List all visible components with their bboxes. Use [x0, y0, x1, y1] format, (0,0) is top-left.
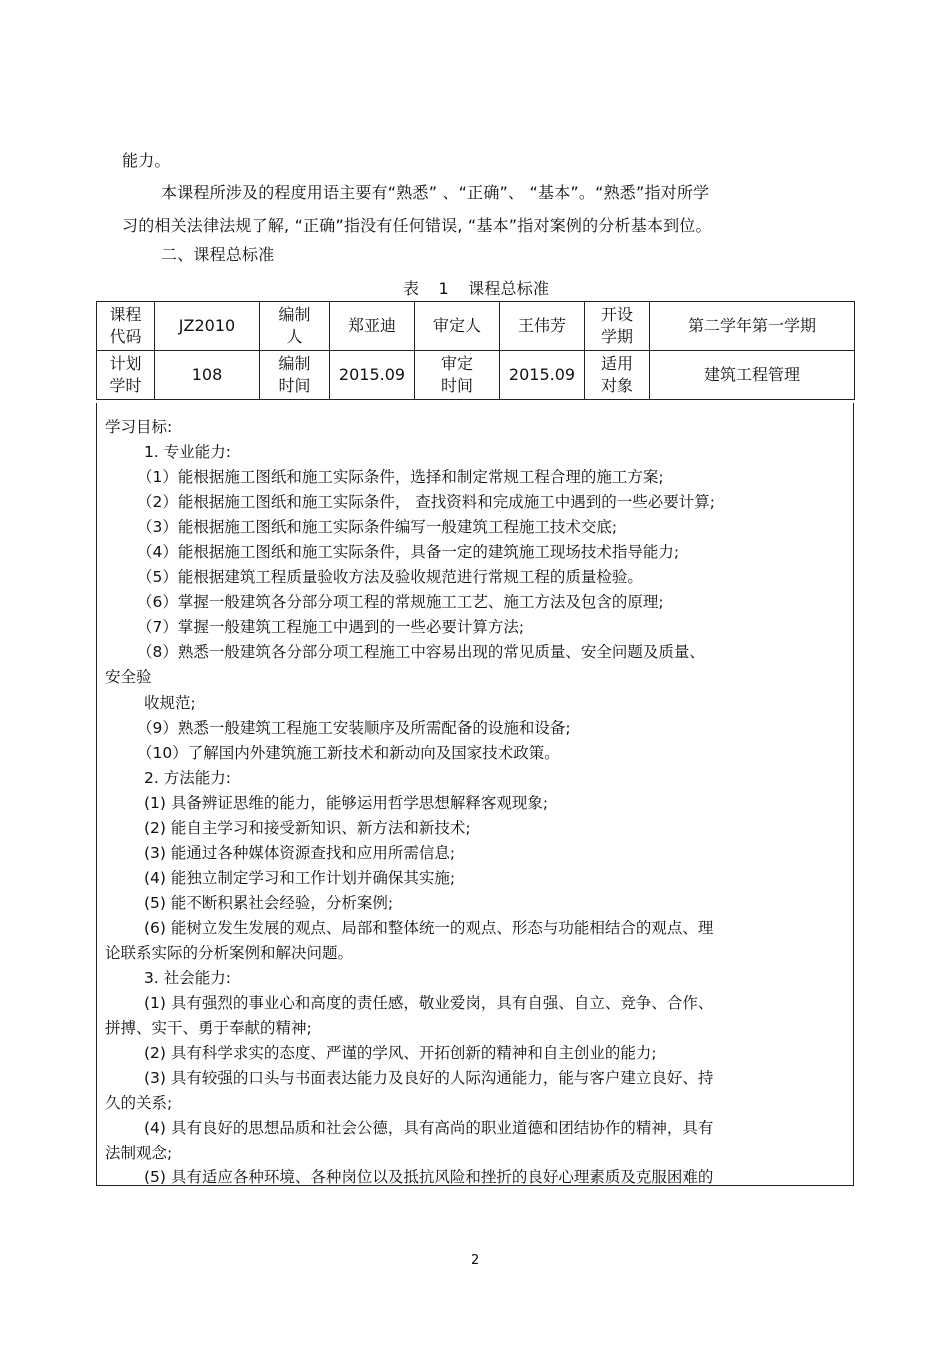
content-line: 收规范; — [144, 694, 196, 712]
table-cell: 王伟芳 — [500, 302, 585, 351]
intro-line-3: 习的相关法律法规了解, “正确”指没有任何错误, “基本”指对案例的分析基本到位。 — [122, 216, 712, 235]
content-line: 拼搏、实干、勇于奉献的精神; — [105, 1019, 312, 1037]
table-cell: 审定 时间 — [415, 351, 500, 400]
table-row — [97, 351, 855, 400]
content-line: 安全验 — [105, 668, 152, 686]
content-line: 久的关系; — [105, 1094, 173, 1112]
table-caption: 表 1 课程总标准 — [403, 279, 550, 298]
content-line: （1）能根据施工图纸和施工实际条件，选择和制定常规工程合理的施工方案; — [137, 468, 664, 486]
content-line: (2) 具有科学求实的态度、严谨的学风、开拓创新的精神和自主创业的能力; — [144, 1044, 657, 1062]
content-line: （2）能根据施工图纸和施工实际条件， 查找资料和完成施工中遇到的一些必要计算; — [137, 493, 716, 511]
intro-line-1: 能力。 — [122, 151, 171, 170]
content-line: 论联系实际的分析案例和解决问题。 — [105, 944, 354, 962]
table-cell: 开设 学期 — [585, 302, 650, 351]
table-cell: 编制 时间 — [260, 351, 330, 400]
content-line: (1) 具有强烈的事业心和高度的责任感，敬业爱岗，具有自强、自立、竞争、合作、 — [144, 994, 714, 1012]
content-line: (2) 能自主学习和接受新知识、新方法和新技术; — [144, 819, 471, 837]
content-line: (4) 具有良好的思想品质和社会公德，具有高尚的职业道德和团结协作的精神，具有 — [144, 1119, 714, 1137]
table-cell: 适用 对象 — [585, 351, 650, 400]
table-cell: 建筑工程管理 — [650, 351, 855, 400]
content-line: (6) 能树立发生发展的观点、局部和整体统一的观点、形态与功能相结合的观点、理 — [144, 919, 714, 937]
table-cell: 2015.09 — [330, 351, 415, 400]
learning-objectives-box — [96, 403, 854, 1186]
content-line: (4) 能独立制定学习和工作计划并确保其实施; — [144, 869, 456, 887]
content-line: （5）能根据建筑工程质量验收方法及验收规范进行常规工程的质量检验。 — [137, 568, 643, 586]
table-cell: JZ2010 — [155, 302, 260, 351]
content-line: (5) 能不断积累社会经验，分析案例; — [144, 894, 394, 912]
table-cell: 第二学年第一学期 — [650, 302, 855, 351]
content-line: (3) 具有较强的口头与书面表达能力及良好的人际沟通能力，能与客户建立良好、持 — [144, 1069, 714, 1087]
course-info-table — [96, 301, 855, 400]
table-cell: 课程 代码 — [97, 302, 155, 351]
table-cell: 108 — [155, 351, 260, 400]
table-cell: 郑亚迪 — [330, 302, 415, 351]
content-line: （9）熟悉一般建筑工程施工安装顺序及所需配备的设施和设备; — [137, 719, 571, 737]
table-cell: 审定人 — [415, 302, 500, 351]
content-line: 学习目标: — [105, 418, 173, 436]
content-line: (3) 能通过各种媒体资源查找和应用所需信息; — [144, 844, 456, 862]
content-line: 1. 专业能力: — [144, 443, 231, 461]
table-cell: 编制 人 — [260, 302, 330, 351]
content-line: （8）熟悉一般建筑各分部分项工程施工中容易出现的常见质量、安全问题及质量、 — [137, 643, 705, 661]
content-line: （7）掌握一般建筑工程施工中遇到的一些必要计算方法; — [137, 618, 525, 636]
content-line: （6）掌握一般建筑各分部分项工程的常规施工工艺、施工方法及包含的原理; — [137, 593, 664, 611]
content-line: 3. 社会能力: — [144, 969, 231, 987]
page-number: 2 — [471, 1253, 480, 1268]
table-cell: 2015.09 — [500, 351, 585, 400]
intro-line-2: 本课程所涉及的程度用语主要有“熟悉” 、“正确”、 “基本”。“熟悉”指对所学 — [161, 183, 710, 202]
content-line: (5) 具有适应各种环境、各种岗位以及抵抗风险和挫折的良好心理素质及克服困难的 — [144, 1168, 714, 1186]
table-row — [97, 302, 855, 351]
content-line: (1) 具备辨证思维的能力，能够运用哲学思想解释客观现象; — [144, 794, 549, 812]
table-cell: 计划 学时 — [97, 351, 155, 400]
content-line: 2. 方法能力: — [144, 769, 231, 787]
content-line: （3）能根据施工图纸和施工实际条件编写一般建筑工程施工技术交底; — [137, 518, 618, 536]
section-heading: 二、课程总标准 — [161, 245, 275, 264]
content-line: 法制观念; — [105, 1144, 173, 1162]
content-line: （10）了解国内外建筑施工新技术和新动向及国家技术政策。 — [137, 744, 560, 762]
content-line: （4）能根据施工图纸和施工实际条件，具备一定的建筑施工现场技术指导能力; — [137, 543, 680, 561]
